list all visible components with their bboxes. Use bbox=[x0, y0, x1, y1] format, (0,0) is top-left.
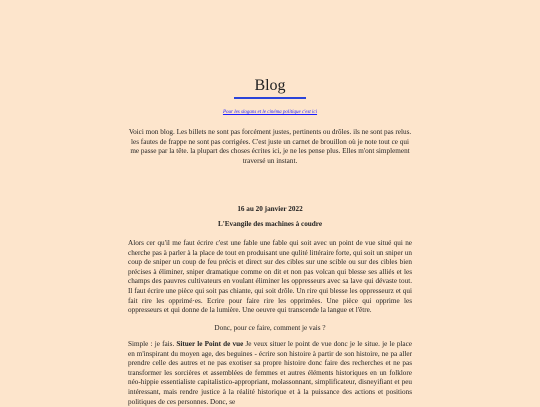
intro-text: Voici mon blog. Les billets ne sont pas forcément justes, pertinents ou drôles. ils ne sont pas relus. les fautes de frappe ne sont pas corrigées. C'est juste un carnet de brouillon où je note tout ce qui me passe par la tête. la plupart des choses écrites ici, je ne les pense plus. Elles m'ont simplement traversé un instant. bbox=[128, 128, 412, 165]
post-date: 16 au 20 janvier 2022 bbox=[237, 205, 303, 213]
post-paragraph-2 bbox=[128, 340, 412, 407]
title-underline bbox=[234, 97, 306, 99]
post-paragraph: Alors cer qu'il me faut écrire c'est une fable une fable qui soit avec un point de vue situé qui ne cherche pas à parler à la place de tout en produisant une qulité littéraire forte, qui soit un sniper un coup de sniper un coup de feu précis et direct sur des cibles sur une scible ou sur des cibles bien précises à éliminer, sniper dramatique comme on dit et non pas volcan qui blesse ses alliés et les champs des pauvres cultivateurs en voulant éliminer les oppresseurs avec sa lave qui dévaste tout. Il faut écrire une pièce qui soit pas chiante, qui soit drôle. Un rire qui blesse les oppresseurz et qui fait rire les opprimé·es. Ecrire pour faire rire les opprimées. Une pièce qui opprime les oppresseurs et qui donne de la lumière. Une oeuvre qui transcende la langue et l'être. bbox=[128, 239, 412, 315]
paragraph-2-rest: Je veux situer le point de vue donc je le situe. je le place en m'inspirant du moyen age, des beguines - écrire son histoire à partir de son histoire, ne pa aller prendre celle des autres et ne pas exotiser sa propre histoire donc faire des recherches et ne pas transformer les sorcières et assemblées de femmes et autres éléments historiques en un folklore néo-hippie essentialiste capitalistico-appropriant, molassonnant, simplificateur, disneyifiant et peu intéressant, mais rendre justice à la réalité historique et à la puissance des actions et positions politiques de ces personnes. Donc, se bbox=[128, 340, 412, 406]
post-title: L'Evangile des machines à coudre bbox=[217, 220, 323, 228]
post-question: Donc, pour ce faire, comment je vais ? bbox=[214, 324, 326, 332]
paragraph-2-heading: Situer le Point de vue bbox=[176, 340, 244, 348]
slogans-link[interactable]: Pour les slogans et le cinéma politique c'est ici bbox=[222, 110, 318, 115]
paragraph-2-start: Simple : je fais. bbox=[128, 340, 175, 348]
blog-title: Blog bbox=[254, 77, 286, 94]
